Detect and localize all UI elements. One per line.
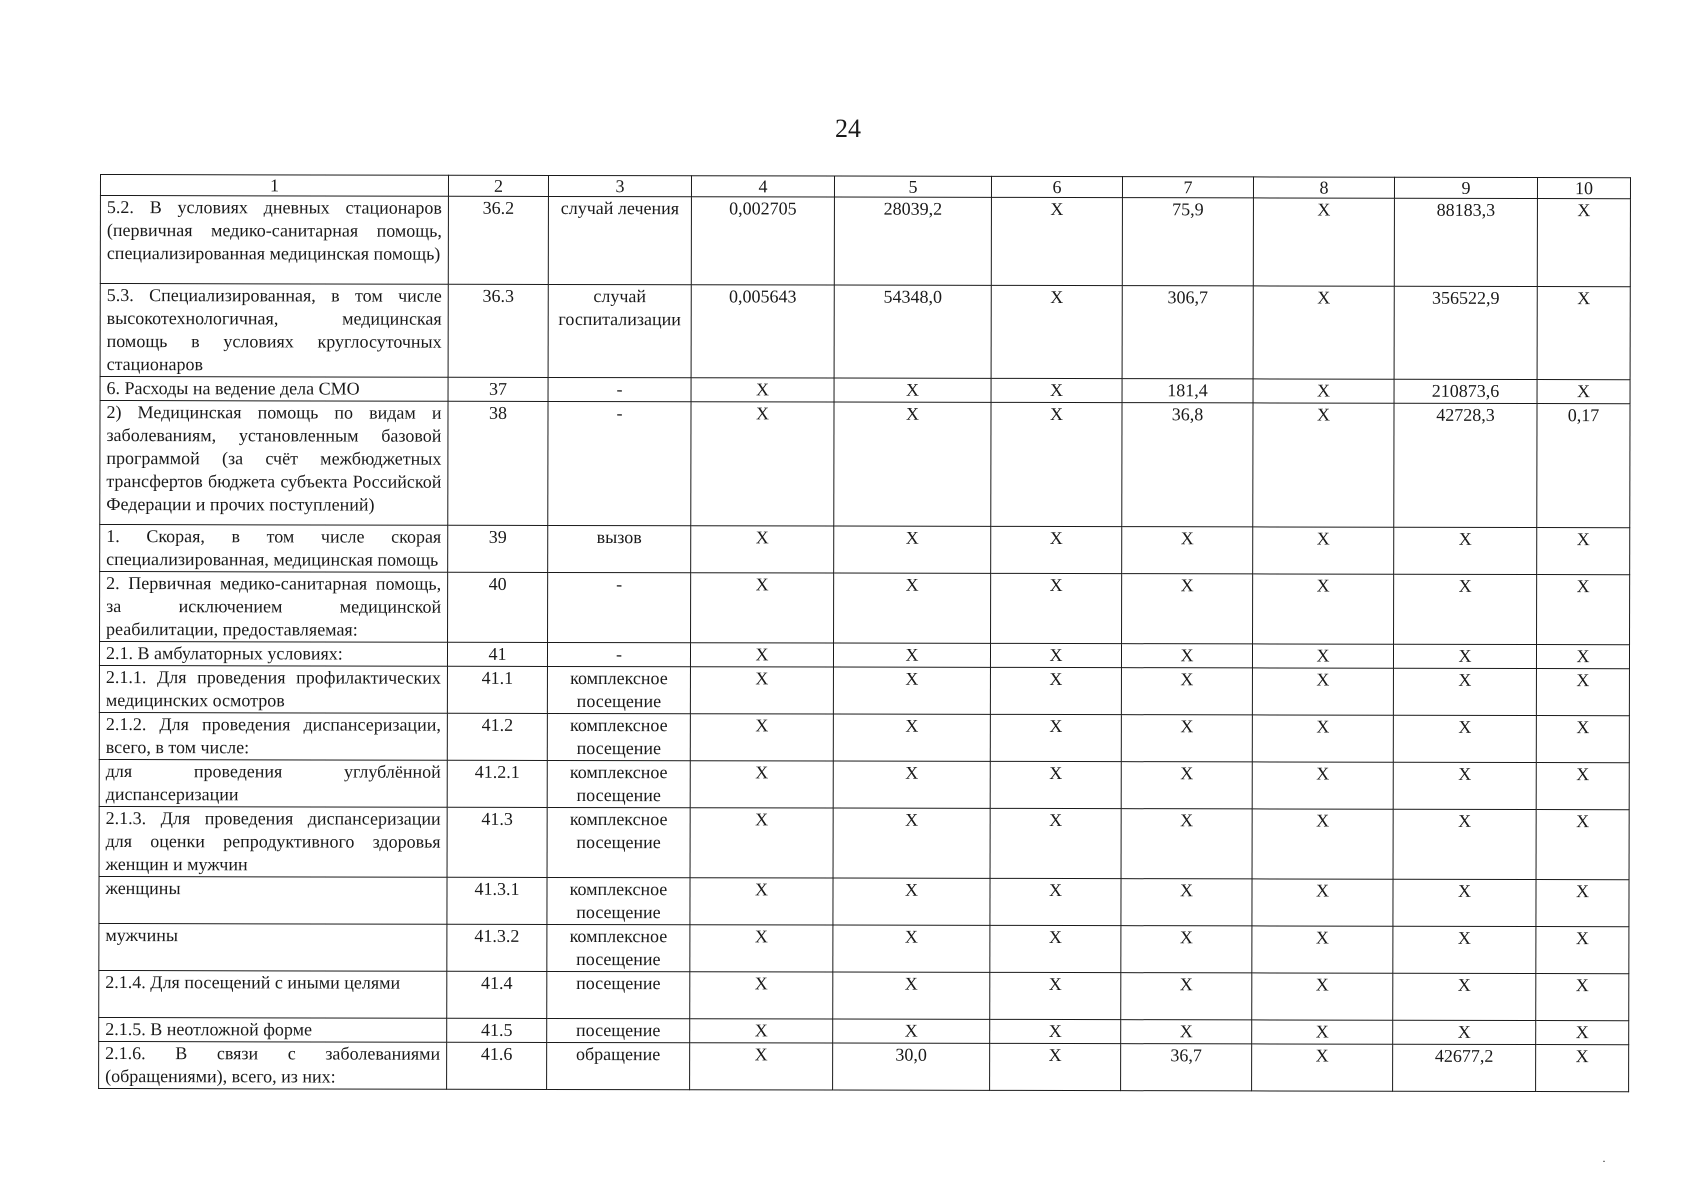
cell-value: X — [1537, 528, 1630, 575]
cell-value: X — [833, 925, 990, 972]
row-code: 38 — [448, 401, 548, 525]
cell-value: X — [1252, 668, 1393, 715]
row-code: 41.3 — [447, 807, 547, 877]
cell-value: X — [691, 378, 834, 402]
cell-value: X — [1252, 1044, 1393, 1091]
cell-value: X — [1536, 716, 1629, 763]
table-row — [100, 196, 1630, 287]
row-unit: комплексное посещение — [547, 807, 690, 877]
cell-value: 0,17 — [1537, 404, 1630, 528]
cell-value: X — [1252, 926, 1393, 973]
row-code: 41.3.1 — [447, 877, 547, 924]
table-row — [100, 572, 1630, 645]
table-row — [99, 665, 1629, 715]
table-row — [99, 642, 1629, 669]
cell-value: X — [1536, 645, 1629, 669]
row-description: 2) Медицинская помощь по видам и заболеваниям, установленным базовой программой (за счёт межбюджетных трансфертов бюджета субъекта Российской Федерации и прочих поступлений) — [100, 401, 448, 526]
row-code: 41.6 — [447, 1042, 547, 1089]
cell-value: X — [690, 878, 833, 925]
cell-value: X — [691, 573, 834, 643]
cell-value: X — [833, 808, 990, 878]
cell-value: X — [833, 878, 990, 925]
cell-value: X — [1537, 199, 1630, 287]
row-description: 1. Скорая, в том числе скорая специализированная, медицинская помощь — [100, 525, 448, 573]
row-description: 2.1.5. В неотложной форме — [99, 1017, 447, 1042]
row-unit: комплексное посещение — [547, 666, 690, 713]
cell-value: X — [834, 573, 991, 643]
row-unit: комплексное посещение — [547, 713, 690, 760]
row-unit: - — [547, 642, 690, 666]
table-row — [100, 284, 1630, 380]
row-description: 2.1. В амбулаторных условиях: — [99, 642, 447, 667]
cell-value: X — [991, 378, 1122, 402]
table-row — [99, 712, 1629, 762]
cell-value: X — [1121, 644, 1252, 668]
table-row — [100, 401, 1630, 528]
cell-value: X — [1252, 644, 1393, 668]
cell-value: X — [990, 714, 1121, 761]
table-row — [99, 759, 1629, 809]
cell-value: X — [691, 526, 834, 573]
cell-value: 210873,6 — [1394, 379, 1537, 403]
cell-value: X — [1252, 879, 1393, 926]
row-unit: случай госпитализации — [548, 284, 691, 377]
cell-value: X — [1253, 286, 1394, 379]
page-number: 24 — [835, 114, 861, 143]
cell-value: X — [690, 1043, 833, 1090]
cell-value: X — [1253, 198, 1394, 286]
cell-value: X — [990, 1043, 1121, 1090]
cell-value: X — [833, 667, 990, 714]
row-unit: вызов — [548, 525, 691, 572]
cell-value: 36,7 — [1121, 1044, 1252, 1091]
column-number: 6 — [991, 176, 1122, 197]
row-unit: комплексное посещение — [547, 924, 690, 971]
table-row — [100, 525, 1630, 575]
table-row — [99, 806, 1629, 879]
cell-value: X — [990, 667, 1121, 714]
cell-value: X — [834, 402, 991, 526]
row-code: 36.3 — [448, 284, 548, 377]
cost-table — [98, 174, 1631, 1092]
cell-value: X — [690, 925, 833, 972]
cell-value: X — [1393, 926, 1536, 973]
cell-value: X — [1394, 527, 1537, 574]
cell-value: X — [991, 573, 1122, 643]
cell-value: X — [1121, 809, 1252, 879]
cell-value: X — [1121, 879, 1252, 926]
cell-value: X — [1536, 974, 1629, 1021]
cell-value: X — [990, 878, 1121, 925]
cell-value: X — [1536, 927, 1629, 974]
cell-value: X — [1536, 1021, 1629, 1045]
cell-value: X — [833, 972, 990, 1019]
column-number: 7 — [1122, 177, 1253, 198]
column-number: 4 — [691, 176, 834, 197]
cell-value: X — [1393, 715, 1536, 762]
cell-value: X — [690, 667, 833, 714]
row-description: 2.1.2. Для проведения диспансеризации, всего, в том числе: — [99, 712, 447, 760]
cell-value: X — [1536, 810, 1629, 880]
table-row — [99, 1041, 1629, 1091]
row-code: 41.4 — [447, 971, 547, 1018]
row-description: 2.1.6. В связи с заболеваниями (обращениями), всего, из них: — [99, 1041, 447, 1089]
cell-value: X — [690, 643, 833, 667]
row-code: 41.2.1 — [447, 760, 547, 807]
cell-value: X — [1253, 403, 1394, 527]
column-number: 8 — [1253, 177, 1394, 198]
cell-value: 42677,2 — [1393, 1044, 1536, 1091]
cell-value: X — [1393, 644, 1536, 668]
cell-value: X — [1122, 574, 1253, 644]
cell-value: 0,002705 — [691, 197, 834, 285]
cell-value: X — [834, 526, 991, 573]
cell-value: X — [1121, 1020, 1252, 1044]
row-unit: посещение — [547, 1018, 690, 1042]
cell-value: 75,9 — [1122, 198, 1253, 286]
row-code: 41 — [447, 642, 547, 666]
table-row — [100, 377, 1630, 404]
cell-value: X — [1393, 668, 1536, 715]
cell-value: X — [690, 714, 833, 761]
row-code: 39 — [448, 525, 548, 572]
cell-value: X — [990, 808, 1121, 878]
row-description: 5.2. В условиях дневных стационаров (первичная медико-санитарная помощь, специализированная медицинская помощь) — [100, 196, 448, 285]
cell-value: X — [1394, 574, 1537, 644]
cell-value: X — [1536, 1045, 1629, 1092]
table-row — [99, 1017, 1629, 1044]
cell-value: X — [1537, 287, 1630, 380]
cell-value: 0,005643 — [691, 285, 834, 378]
table-row — [99, 970, 1629, 1020]
cell-value: X — [990, 1019, 1121, 1043]
cell-value: X — [1121, 762, 1252, 809]
cell-value: X — [691, 402, 834, 526]
row-description: 5.3. Специализированная, в том числе высокотехнологичная, медицинская помощь в условиях круглосуточных стационаров — [100, 284, 448, 378]
cell-value: X — [1252, 762, 1393, 809]
cell-value: X — [1393, 879, 1536, 926]
cell-value: 54348,0 — [834, 285, 991, 378]
cell-value: X — [1252, 1020, 1393, 1044]
cell-value: X — [1252, 809, 1393, 879]
column-number: 5 — [834, 176, 991, 197]
row-unit: посещение — [547, 971, 690, 1018]
cell-value: X — [1121, 973, 1252, 1020]
cell-value: 28039,2 — [834, 197, 991, 285]
scan-speck: · — [1602, 1154, 1606, 1168]
row-unit: - — [548, 401, 691, 525]
row-description: женщины — [99, 876, 447, 924]
row-code: 41.3.2 — [447, 924, 547, 971]
row-code: 41.1 — [447, 666, 547, 713]
cell-value: X — [690, 1019, 833, 1043]
row-unit: - — [548, 377, 691, 401]
cell-value: X — [690, 808, 833, 878]
cell-value: X — [833, 1019, 990, 1043]
column-number: 3 — [548, 175, 691, 196]
column-number: 1 — [100, 175, 448, 197]
row-unit: комплексное посещение — [547, 760, 690, 807]
cell-value: X — [1253, 574, 1394, 644]
cell-value: X — [1393, 1020, 1536, 1044]
cell-value: 30,0 — [833, 1043, 990, 1090]
cell-value: X — [1537, 575, 1630, 645]
table-row — [99, 876, 1629, 926]
row-description: 2.1.4. Для посещений с иными целями — [99, 970, 447, 1018]
cell-value: X — [1252, 715, 1393, 762]
column-number: 10 — [1537, 178, 1630, 199]
cell-value: X — [991, 285, 1122, 378]
cell-value: 36,8 — [1122, 403, 1253, 527]
cell-value: 181,4 — [1122, 379, 1253, 403]
table-row — [99, 923, 1629, 973]
cell-value: X — [990, 972, 1121, 1019]
cell-value: X — [834, 378, 991, 402]
cell-value: X — [991, 197, 1122, 285]
column-number: 2 — [448, 175, 548, 196]
row-code: 36.2 — [448, 196, 548, 284]
cell-value: X — [690, 761, 833, 808]
cell-value: X — [991, 402, 1122, 526]
cell-value: X — [990, 925, 1121, 972]
cell-value: X — [990, 761, 1121, 808]
cell-value: X — [1121, 715, 1252, 762]
cell-value: X — [1122, 527, 1253, 574]
cell-value: X — [991, 526, 1122, 573]
row-description: 2.1.1. Для проведения профилактических медицинских осмотров — [99, 665, 447, 713]
row-unit: обращение — [547, 1042, 690, 1089]
cell-value: X — [1537, 380, 1630, 404]
row-unit: комплексное посещение — [547, 877, 690, 924]
cell-value: X — [1253, 527, 1394, 574]
cell-value: 88183,3 — [1394, 198, 1537, 286]
cell-value: 42728,3 — [1394, 403, 1537, 527]
cell-value: X — [1252, 973, 1393, 1020]
row-description: 2. Первичная медико-санитарная помощь, за исключением медицинской реабилитации, предоставляемая: — [100, 572, 448, 643]
cell-value: X — [1536, 669, 1629, 716]
cell-value: X — [1393, 762, 1536, 809]
cell-value: X — [1393, 973, 1536, 1020]
row-code: 41.2 — [447, 713, 547, 760]
row-description: 6. Расходы на ведение дела СМО — [100, 377, 448, 402]
row-code: 41.5 — [447, 1018, 547, 1042]
row-unit: - — [548, 572, 691, 642]
cell-value: X — [1121, 668, 1252, 715]
cell-value: X — [990, 643, 1121, 667]
row-description: 2.1.3. Для проведения диспансеризации для оценки репродуктивного здоровья женщин и мужчин — [99, 806, 447, 877]
cell-value: X — [1536, 763, 1629, 810]
cell-value: X — [1253, 379, 1394, 403]
cell-value: 306,7 — [1122, 286, 1253, 379]
cell-value: X — [833, 761, 990, 808]
row-description: для проведения углублённой диспансеризации — [99, 759, 447, 807]
cell-value: X — [1121, 926, 1252, 973]
row-code: 37 — [448, 377, 548, 401]
cell-value: X — [1393, 809, 1536, 879]
cell-value: X — [1536, 880, 1629, 927]
row-unit: случай лечения — [548, 196, 691, 284]
cell-value: X — [690, 972, 833, 1019]
row-code: 40 — [448, 572, 548, 642]
row-description: мужчины — [99, 923, 447, 971]
column-number: 9 — [1394, 177, 1537, 198]
cell-value: 356522,9 — [1394, 286, 1537, 379]
cell-value: X — [833, 714, 990, 761]
cell-value: X — [833, 643, 990, 667]
